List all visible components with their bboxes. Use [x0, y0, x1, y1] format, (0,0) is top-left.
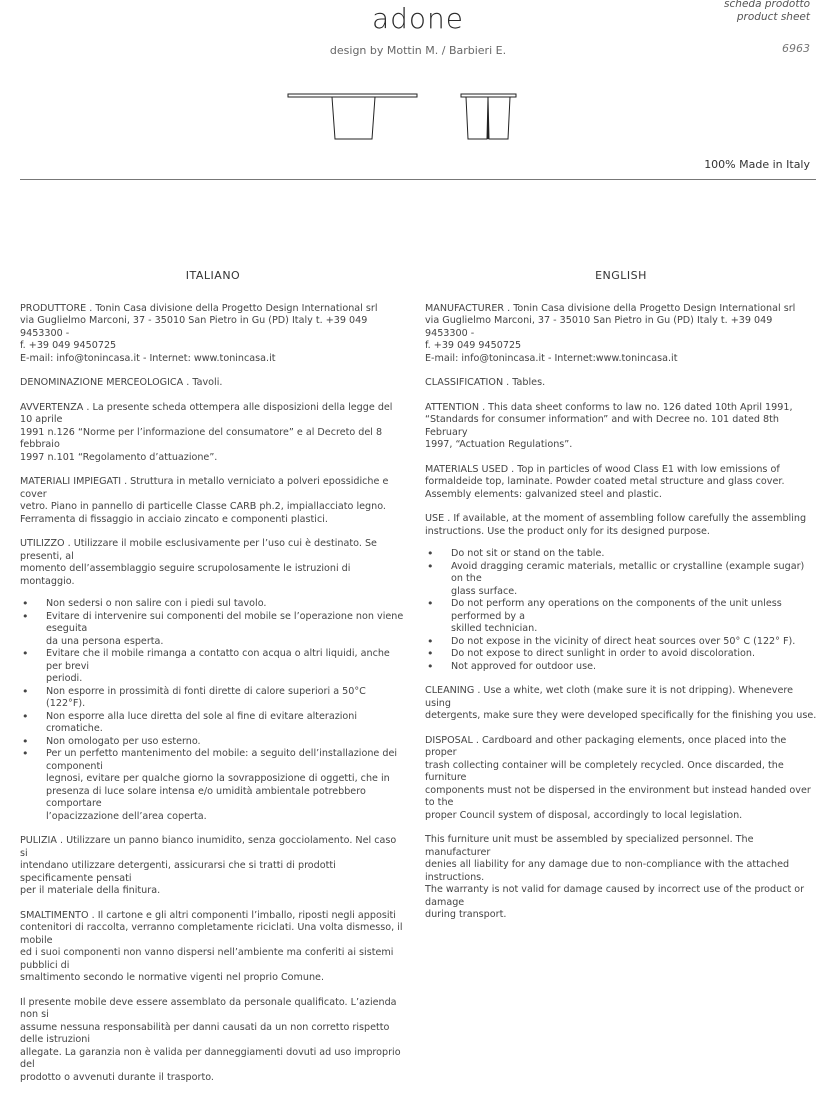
text-line: PULIZIA . Utilizzare un panno bianco inumidito, senza gocciolamento. Nel caso si [20, 835, 397, 859]
bullet-item [425, 561, 817, 599]
it-cleaning [20, 835, 406, 898]
it-denomination [20, 377, 406, 390]
text-line: “Standards for consumer information” and with Decree no. 101 dated 8th February [425, 414, 779, 438]
text-line: prodotto o avvenuti durante il trasporto. [20, 1071, 214, 1083]
text-line: Il presente mobile deve essere assemblato da personale qualificato. L’azienda non si [20, 996, 397, 1020]
it-assembly [20, 997, 406, 1085]
english-title: ENGLISH [595, 269, 647, 282]
english-column [425, 270, 817, 934]
bullet-line: da una persona esperta. [46, 635, 164, 647]
bullet-item [20, 711, 406, 736]
bullet-line: • Evitare di intervenire sui componenti del mobile se l’operazione non viene eseguita [46, 610, 404, 634]
text-line: 1997, “Actuation Regulations”. [425, 439, 573, 450]
text-line: AVVERTENZA . La presente scheda ottempera alle disposizioni della legge del 10 aprile [20, 401, 393, 425]
bullet-item [425, 661, 817, 674]
text-line: SMALTIMENTO . Il cartone e gli altri componenti l’imballo, riposti negli appositi [20, 909, 396, 921]
bullet-item [20, 748, 406, 823]
text-line: UTILIZZO . Utilizzare il mobile esclusivamente per l’uso cui è destinato. Se presenti, al [20, 538, 377, 562]
bullet-line: • Do not sit or stand on the table. [451, 548, 605, 559]
en-materials [425, 464, 817, 502]
text-line: contenitori di raccolta, verranno completamente riciclati. Una volta dismesso, il mobile [20, 922, 403, 946]
table-front-view [288, 94, 417, 139]
text-line: via Guglielmo Marconi, 37 - 35010 San Pietro in Gu (PD) Italy t. +39 049 9453300 - [20, 315, 368, 339]
text-line: 1991 n.126 “Norme per l’informazione del consumatore” e al Decreto del 8 febbraio [20, 426, 383, 450]
it-bullet-list [20, 598, 406, 823]
en-warning [425, 402, 817, 452]
en-denomination [425, 377, 817, 390]
bullet-item [425, 598, 817, 636]
text-line: MATERIALI IMPIEGATI . Struttura in metallo verniciato a polveri epossidiche e cover [20, 476, 389, 500]
text-line: CLASSIFICATION . Tables. [425, 377, 546, 388]
text-line: vetro. Piano in pannello di particelle Classe CARB ph.2, impiallacciato legno. [20, 501, 386, 512]
text-line: PRODUTTORE . Tonin Casa divisione della Progetto Design International srl [20, 302, 378, 314]
bullet-item [20, 611, 406, 649]
sheet-label [724, 0, 810, 24]
bullet-line: • Avoid dragging ceramic materials, metallic or crystalline (example sugar) on the [451, 560, 805, 584]
en-use [425, 513, 817, 538]
it-use [20, 538, 406, 588]
bullet-item [20, 598, 406, 611]
bullet-line: periodi. [46, 673, 83, 684]
bullet-item [20, 736, 406, 749]
en-assembly [425, 834, 817, 922]
text-line: trash collecting container will be completely recycled. Once discarded, the furniture [425, 759, 784, 783]
text-line: f. +39 049 9450725 [20, 340, 117, 351]
bullet-line: • Evitare che il mobile rimanga a contatto con acqua o altri liquidi, anche per brevi [46, 648, 390, 672]
text-line: smaltimento secondo le normative vigenti nel proprio Comune. [20, 972, 325, 983]
bullet-line: • Do not perform any operations on the components of the unit unless performed by a [451, 598, 782, 622]
bullet-item [425, 648, 817, 661]
it-disposal [20, 910, 406, 985]
bullet-item [425, 636, 817, 649]
bullet-line: • Non esporre alla luce diretta del sole al fine di evitare alterazioni cromatiche. [46, 710, 358, 734]
italian-column [20, 270, 406, 1096]
en-producer [425, 303, 817, 366]
text-line: formaldeide top, laminate. Powder coated metal structure and glass cover. [425, 476, 785, 487]
bullet-line: glass surface. [451, 585, 518, 597]
bullet-line: presenza di luce solare intensa e/o umidità ambientale potrebbero comportare [46, 785, 366, 809]
text-line: during transport. [425, 909, 507, 920]
text-line: per il materiale della finitura. [20, 885, 161, 896]
text-line: via Guglielmo Marconi, 37 - 35010 San Pietro in Gu (PD) Italy t. +39 049 9453300 - [425, 315, 773, 339]
bullet-item [20, 686, 406, 711]
header-divider [20, 179, 816, 180]
text-line: instructions. Use the product only for its designed purpose. [425, 525, 710, 537]
text-line: Ferramenta di fissaggio in acciaio zincato e componenti plastici. [20, 513, 328, 525]
text-line: E-mail: info@tonincasa.it - Internet: www.tonincasa.it [20, 352, 276, 364]
it-warning [20, 402, 406, 465]
table-side-view [461, 94, 516, 139]
text-line: 1997 n.101 “Regolamento d’attuazione”. [20, 451, 218, 463]
text-line: This furniture unit must be assembled by specialized personnel. The manufacturer [425, 834, 754, 858]
product-code: 6963 [782, 42, 810, 55]
text-line: assume nessuna responsabilità per danni causati da un non corretto rispetto delle istruzioni [20, 1021, 390, 1045]
text-line: proper Council system of disposal, accordingly to local legislation. [425, 809, 743, 821]
designer-credit: design by Mottin M. / Barbieri E. [329, 44, 507, 57]
en-cleaning [425, 685, 817, 723]
text-line: ATTENTION . This data sheet conforms to law no. 126 dated 10th April 1991, [425, 401, 793, 413]
text-line: E-mail: info@tonincasa.it - Internet:www.tonincasa.it [425, 352, 678, 364]
text-line: detergents, make sure they were developed specifically for the finishing you use. [425, 710, 817, 721]
text-line: components must not be dispersed in the environment but instead handed over to the [425, 784, 811, 808]
en-disposal [425, 735, 817, 823]
bullet-item [425, 548, 817, 561]
bullet-line: • Non esporre in prossimità di fonti dirette di calore superiori a 50°C (122°F). [46, 685, 366, 709]
bullet-line: skilled technician. [451, 623, 538, 634]
text-line: allegate. La garanzia non è valida per danneggiamenti dovuti ad uso improprio del [20, 1046, 401, 1070]
bullet-line: • Do not expose to direct sunlight in order to avoid discoloration. [451, 648, 756, 659]
bullet-item [20, 648, 406, 686]
it-producer [20, 303, 406, 366]
text-line: The warranty is not valid for damage caused by incorrect use of the product or damage [425, 884, 805, 908]
italian-title: ITALIANO [185, 269, 241, 282]
bullet-line: • Do not expose in the vicinity of direct heat sources over 50° C (122° F). [451, 635, 796, 647]
table-drawing [286, 92, 518, 142]
sheet-label-it: scheda prodotto [724, 0, 810, 10]
text-line: MATERIALS USED . Top in particles of wood Class E1 with low emissions of [425, 463, 780, 475]
text-line: ed i suoi componenti non vanno dispersi nell’ambiente ma conferiti ai sistemi pubblici di [20, 947, 394, 971]
text-line: denies all liability for any damage due to non-compliance with the attached instructions. [425, 859, 790, 883]
text-line: DISPOSAL . Cardboard and other packaging elements, once placed into the proper [425, 734, 787, 758]
sheet-label-en: product sheet [736, 11, 810, 23]
text-line: momento dell’assemblaggio seguire scrupolosamente le istruzioni di montaggio. [20, 563, 351, 587]
bullet-line: • Non omologato per uso esterno. [46, 735, 201, 747]
it-materials [20, 476, 406, 526]
bullet-line: • Per un perfetto mantenimento del mobile: a seguito dell’installazione dei componenti [46, 748, 398, 772]
bullet-line: legnosi, evitare per qualche giorno la sovrapposizione di oggetti, che in [46, 773, 390, 784]
text-line: USE . If available, at the moment of assembling follow carefully the assembling [425, 513, 807, 524]
text-line: intendano utilizzare detergenti, assicurarsi che si tratti di prodotti specificamente pensati [20, 860, 336, 884]
bullet-line: • Non sedersi o non salire con i piedi sul tavolo. [46, 598, 267, 609]
bullet-line: l’opacizzazione dell’area coperta. [46, 810, 207, 822]
en-bullet-list [425, 548, 817, 673]
text-line: f. +39 049 9450725 [425, 340, 522, 351]
bullet-line: • Not approved for outdoor use. [451, 660, 597, 672]
text-line: Assembly elements: galvanized steel and plastic. [425, 488, 662, 500]
brand-name: adone [371, 2, 465, 35]
text-line: DENOMINAZIONE MERCEOLOGICA . Tavoli. [20, 377, 223, 388]
text-line: MANUFACTURER . Tonin Casa divisione della Progetto Design International srl [425, 302, 796, 314]
made-in-label: 100% Made in Italy [704, 158, 810, 171]
text-line: CLEANING . Use a white, wet cloth (make sure it is not dripping). Whenevere using [425, 685, 794, 709]
